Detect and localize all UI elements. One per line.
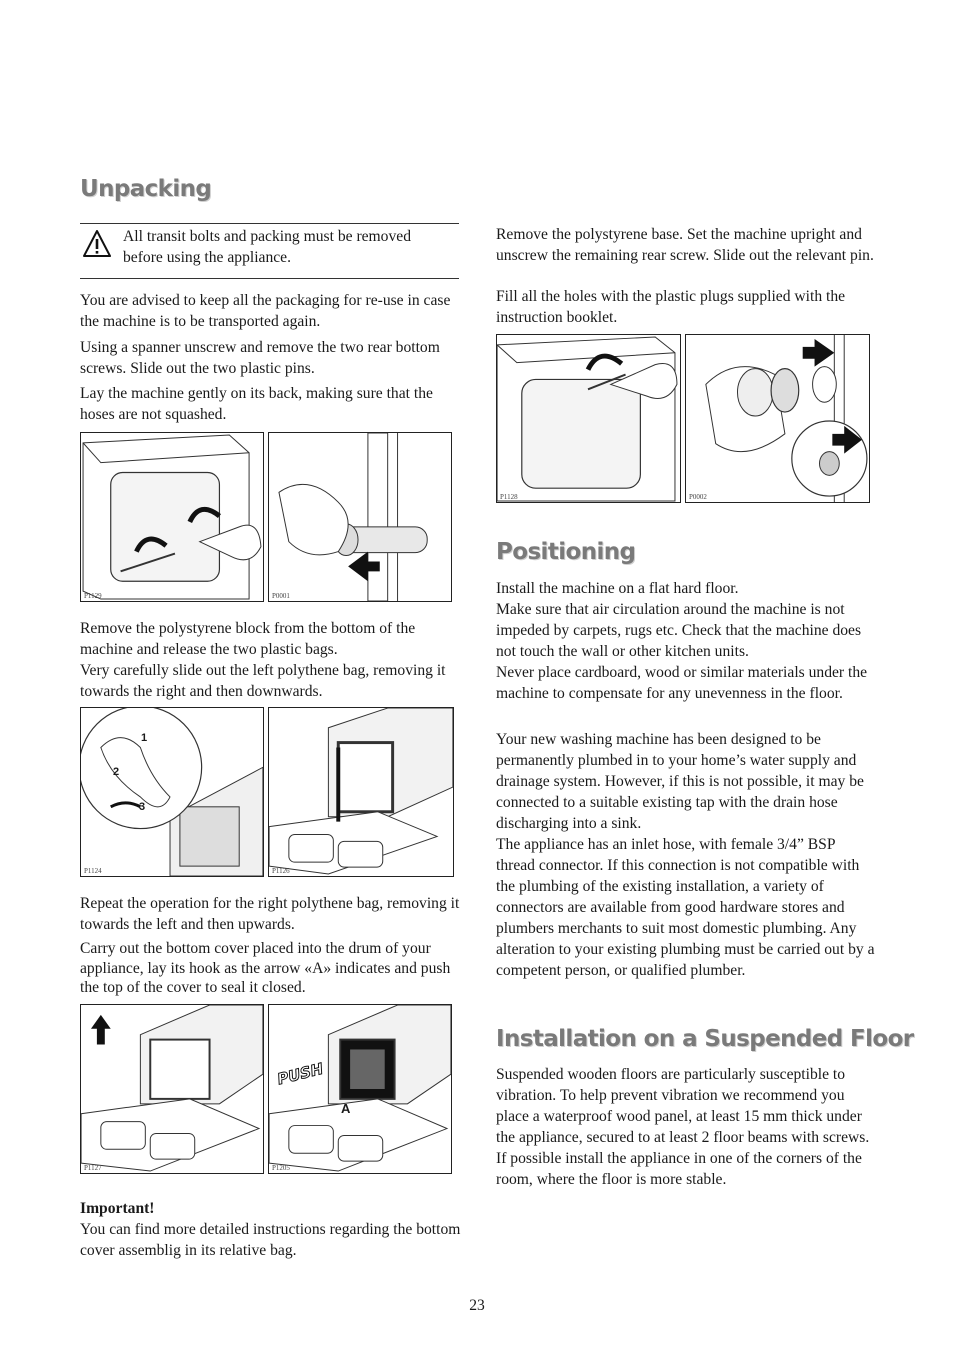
warning-top-rule xyxy=(80,223,459,224)
figure-left-bag xyxy=(80,707,264,877)
figure-code: P0002 xyxy=(689,493,707,501)
unpacking-para-4a: Remove the polystyrene block from the bottom of the machine and release the two plastic bags. xyxy=(80,620,416,658)
suspended-floor-para: Suspended wooden floors are particularly susceptible to vibration. To help prevent vibration we recommend you place a waterproof wood panel, at least 15 mm thick under the appliance, secured to at least 2 floor beams with screws. If possible install the appliance in one of the corners of the room, where the floor is more stable. xyxy=(496,1066,870,1188)
figure-rear-screw-upright xyxy=(496,334,681,503)
warning-bottom-rule xyxy=(80,278,459,279)
positioning-para-1c: Never place cardboard, wood or similar materials under the machine to compensate for any unevenness in the floor. xyxy=(496,664,868,702)
figure-code: P1128 xyxy=(500,493,518,501)
figure-rear-screws xyxy=(80,432,264,602)
warning-text: All transit bolts and packing must be removed before using the appliance. xyxy=(123,228,411,266)
positioning-para-1a: Install the machine on a flat hard floor. xyxy=(496,580,739,597)
step-2-label: 2 xyxy=(113,766,120,778)
unpacking-para-5: Repeat the operation for the right polythene bag, removing it towards the left and then upwards. xyxy=(80,895,460,933)
figure-plastic-plugs xyxy=(685,334,870,503)
unpacking-para-1: You are advised to keep all the packaging for re-use in case the machine is to be transported again. xyxy=(80,292,451,330)
positioning-para-1b: Make sure that air circulation around the machine is not impeded by carpets, rugs etc. Check that the machine does not touch the wall or other kitchen units. xyxy=(496,601,862,660)
figure-bottom-cover xyxy=(80,1004,264,1174)
positioning-para-2a: Your new washing machine has been designed to be permanently plumbed in to your home’s water supply and drainage system. However, if this is not possible, it may be connected to a suitable existing tap with the drain hose discharging into a sink. xyxy=(496,731,864,832)
figure-code: P0001 xyxy=(272,592,290,600)
figure-code: P1126 xyxy=(272,867,290,875)
figure-code: P1205 xyxy=(272,1164,290,1172)
push-label: PUSH xyxy=(275,1059,326,1089)
warning-icon xyxy=(82,229,112,259)
figure-code: P1127 xyxy=(84,1164,102,1172)
figure-plastic-pins xyxy=(268,432,452,602)
unpacking-para-3: Lay the machine gently on its back, making sure that the hoses are not squashed. xyxy=(80,385,433,423)
figure-code: P1124 xyxy=(84,867,102,875)
arrow-a-label: A xyxy=(341,1101,351,1116)
step-1-label: 1 xyxy=(141,732,148,744)
page-number: 23 xyxy=(469,1297,485,1314)
important-title: Important! xyxy=(80,1200,155,1217)
unpacking-para-4b: Very carefully slide out the left polythene bag, removing it towards the right and then downwards. xyxy=(80,662,446,700)
step-3-label: 3 xyxy=(139,801,146,813)
unpacking-para-6: Carry out the bottom cover placed into the drum of your appliance, lay its hook as the arrow «A» indicates and push the top of the cover to seal it closed. xyxy=(80,940,451,996)
unpacking-heading: Unpacking xyxy=(80,176,212,202)
positioning-heading: Positioning xyxy=(496,539,636,565)
important-text: You can find more detailed instructions regarding the bottom cover assemblig in its relative bag. xyxy=(80,1221,461,1259)
suspended-floor-heading: Installation on a Suspended Floor xyxy=(496,1026,914,1052)
unpacking-para-2: Using a spanner unscrew and remove the two rear bottom screws. Slide out the two plastic pins. xyxy=(80,339,440,377)
right-para-1a: Remove the polystyrene base. Set the machine upright and unscrew the remaining rear screw. Slide out the relevant pin. xyxy=(496,226,874,264)
figure-right-bag xyxy=(268,707,454,877)
positioning-para-2b: The appliance has an inlet hose, with female 3/4” BSP thread connector. If this connection is not compatible with the plumbing of the existing installation, a variety of connectors are available from good hardware stores and plumbers merchants to suit most domestic plumbing. Any alteration to your existing plumbing must be carried out by a competent person, or qualified plumber. xyxy=(496,836,875,979)
right-para-1b: Fill all the holes with the plastic plugs supplied with the instruction booklet. xyxy=(496,288,846,326)
figure-push-cover xyxy=(268,1004,452,1174)
figure-code: P1129 xyxy=(84,592,102,600)
